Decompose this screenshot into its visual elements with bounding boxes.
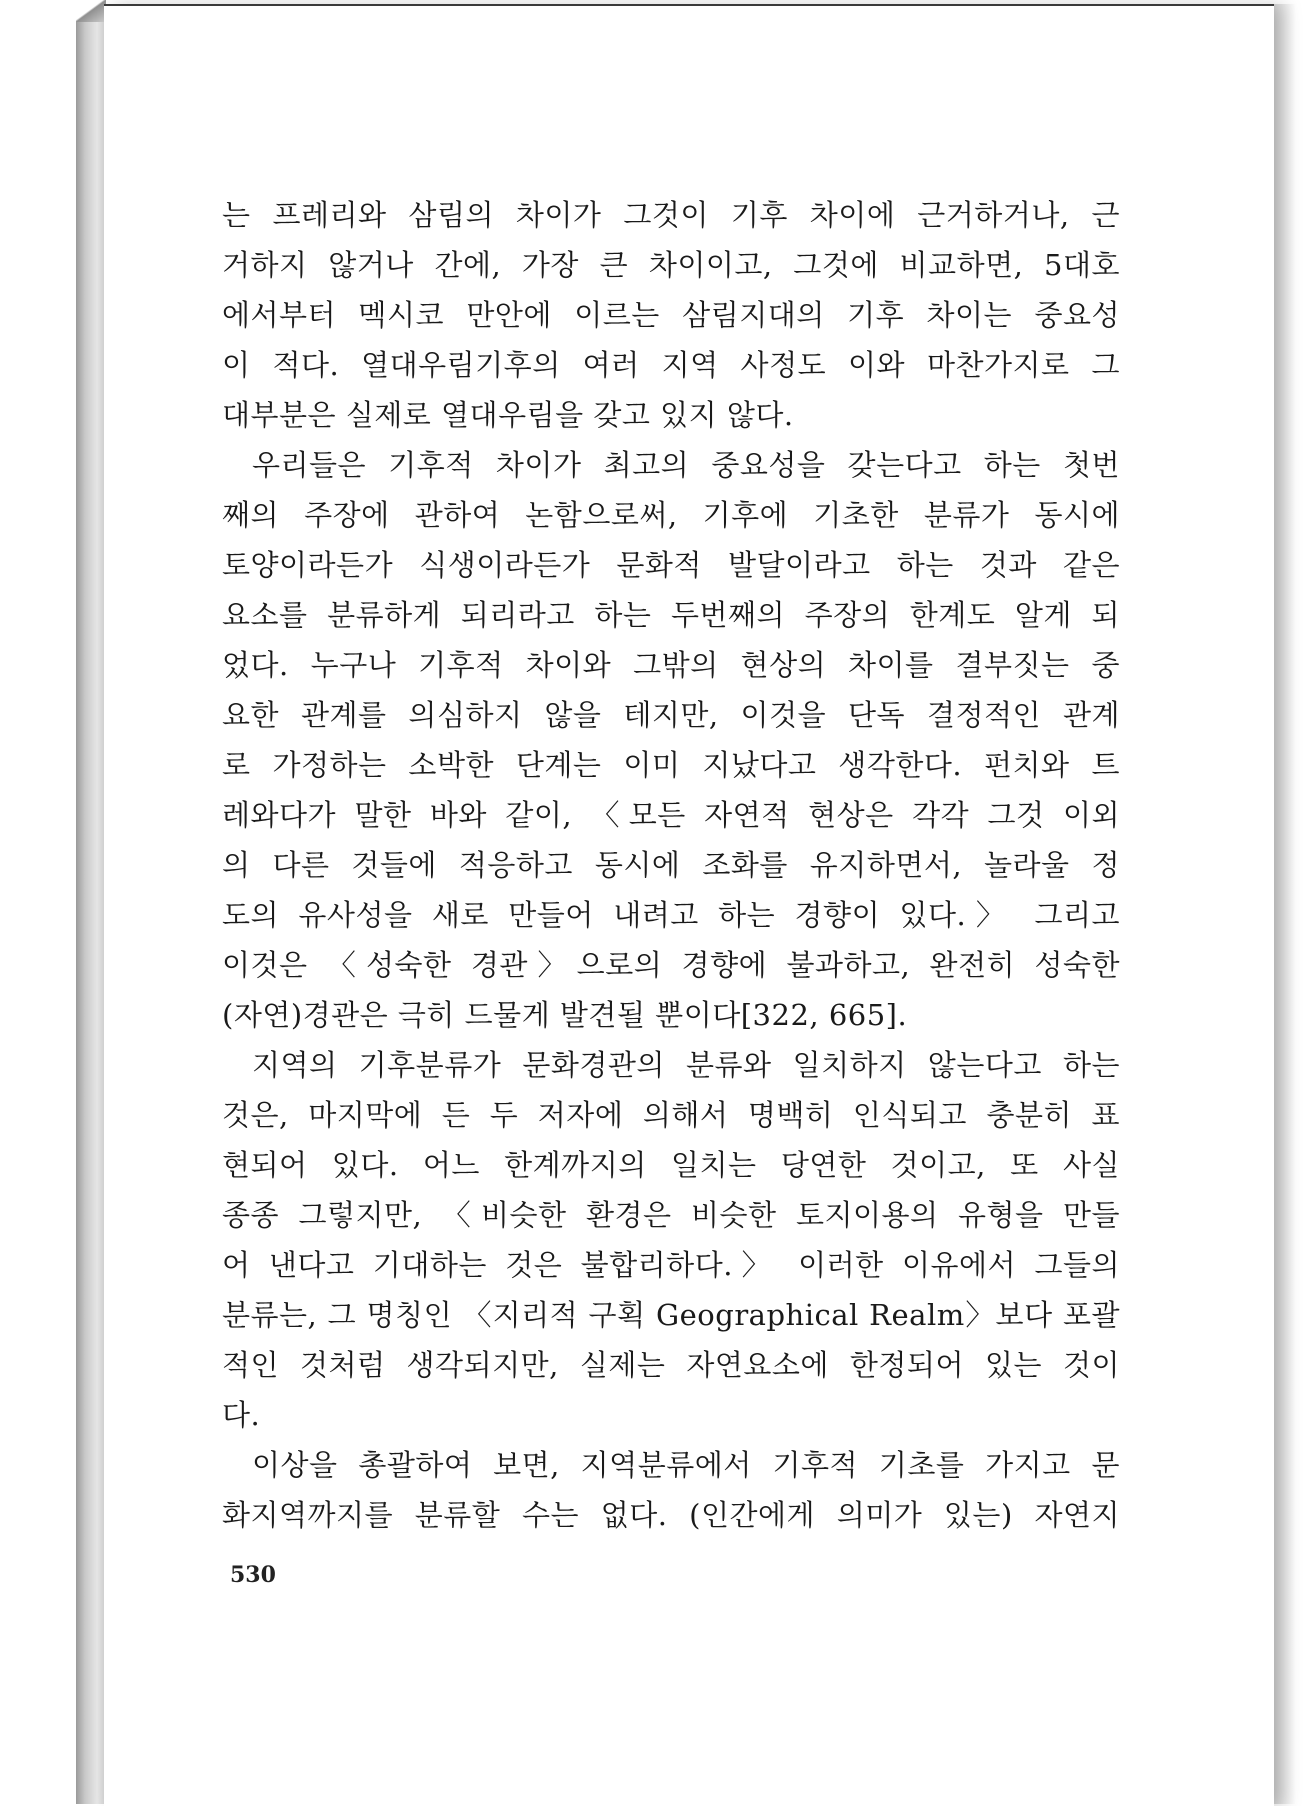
text-line: 우리들은 기후적 차이가 최고의 중요성을 갖는다고 하는 첫번: [252, 448, 1120, 482]
text-line: 는 프레리와 삼림의 차이가 그것이 기후 차이에 근거하거나, 근: [222, 198, 1120, 232]
page-shadow: [1274, 4, 1296, 1804]
book-spine: [76, 8, 106, 1804]
text-line: 분류는, 그 명칭인 〈지리적 구획 Geographical Realm〉보다 포괄: [222, 1298, 1120, 1332]
text-line: 어 낸다고 기대하는 것은 불합리하다.〉 이러한 이유에서 그들의: [222, 1248, 1120, 1282]
text-line: 토양이라든가 식생이라든가 문화적 발달이라고 하는 것과 같은: [222, 548, 1120, 582]
text-line: 었다. 누구나 기후적 차이와 그밖의 현상의 차이를 결부짓는 중: [222, 648, 1120, 682]
text-line: 지역의 기후분류가 문화경관의 분류와 일치하지 않는다고 하는: [252, 1048, 1120, 1082]
text-line: 이것은 〈성숙한 경관〉으로의 경향에 불과하고, 완전히 성숙한: [222, 948, 1120, 982]
page-number: 530: [230, 1562, 276, 1588]
text-line: 이상을 총괄하여 보면, 지역분류에서 기후적 기초를 가지고 문: [252, 1448, 1120, 1482]
text-line: 이 적다. 열대우림기후의 여러 지역 사정도 이와 마찬가지로 그: [222, 348, 1120, 382]
text-line: 것은, 마지막에 든 두 저자에 의해서 명백히 인식되고 충분히 표: [222, 1098, 1120, 1132]
text-line: 의 다른 것들에 적응하고 동시에 조화를 유지하면서, 놀라울 정: [222, 848, 1120, 882]
text-line: 화지역까지를 분류할 수는 없다. (인간에게 의미가 있는) 자연지: [222, 1498, 1120, 1532]
text-line: 로 가정하는 소박한 단계는 이미 지났다고 생각한다. 펀치와 트: [222, 748, 1120, 782]
text-line: 에서부터 멕시코 만안에 이르는 삼림지대의 기후 차이는 중요성: [222, 298, 1120, 332]
text-line: 요한 관계를 의심하지 않을 테지만, 이것을 단독 결정적인 관계: [222, 698, 1120, 732]
text-line: 레와다가 말한 바와 같이, 〈모든 자연적 현상은 각각 그것 이외: [222, 798, 1120, 832]
text-line: 요소를 분류하게 되리라고 하는 두번째의 주장의 한계도 알게 되: [222, 598, 1120, 632]
text-line: 종종 그렇지만, 〈비슷한 환경은 비슷한 토지이용의 유형을 만들: [222, 1198, 1120, 1232]
book-spine-corner: [76, 0, 106, 22]
text-line: (자연)경관은 극히 드물게 발견될 뿐이다[322, 665].: [222, 998, 908, 1032]
body-text: [222, 190, 1120, 1540]
text-line: 적인 것처럼 생각되지만, 실제는 자연요소에 한정되어 있는 것이: [222, 1348, 1120, 1382]
text-line: 거하지 않거나 간에, 가장 큰 차이이고, 그것에 비교하면, 5대호: [222, 248, 1120, 282]
text-line: 다.: [222, 1398, 261, 1432]
text-line: 도의 유사성을 새로 만들어 내려고 하는 경향이 있다.〉 그리고: [222, 898, 1120, 932]
text-line: 대부분은 실제로 열대우림을 갖고 있지 않다.: [222, 398, 794, 432]
text-line: 현되어 있다. 어느 한계까지의 일치는 당연한 것이고, 또 사실: [222, 1148, 1120, 1182]
text-line: 째의 주장에 관하여 논함으로써, 기후에 기초한 분류가 동시에: [222, 498, 1120, 532]
